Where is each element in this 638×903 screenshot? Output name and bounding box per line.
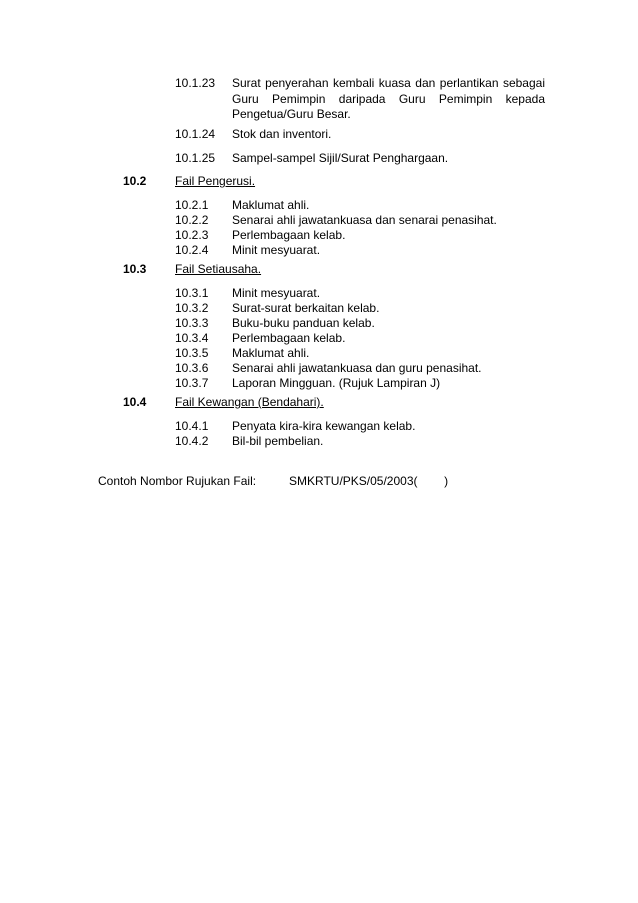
item-number: 10.2.4: [175, 243, 209, 257]
section-title: Fail Pengerusi.: [175, 174, 256, 188]
item-number: 10.1.23: [175, 76, 216, 90]
item-number: 10.3.7: [175, 376, 209, 390]
item-text-line: Pengetua/Guru Besar.: [232, 107, 351, 121]
item-text: Buku-buku panduan kelab.: [232, 316, 375, 330]
section-number: 10.3: [123, 262, 147, 276]
item-number: 10.3.2: [175, 301, 209, 315]
item-text: Bil-bil pembelian.: [232, 434, 324, 448]
item-text: Sampel-sampel Sijil/Surat Penghargaan.: [232, 151, 449, 165]
item-text: Surat-surat berkaitan kelab.: [232, 301, 380, 315]
item-number: 10.1.24: [175, 127, 216, 141]
item-number: 10.3.5: [175, 346, 209, 360]
item-number: 10.2.1: [175, 198, 209, 212]
item-number: 10.4.2: [175, 434, 209, 448]
section-number: 10.4: [123, 395, 147, 409]
item-text: Minit mesyuarat.: [232, 286, 321, 300]
item-text: Laporan Mingguan. (Rujuk Lampiran J): [232, 376, 441, 390]
item-number: 10.3.6: [175, 361, 209, 375]
item-number: 10.3.3: [175, 316, 209, 330]
item-text: Perlembagaan kelab.: [232, 228, 346, 242]
section-number: 10.2: [123, 174, 147, 188]
item-text: Maklumat ahli.: [232, 346, 310, 360]
item-number: 10.2.2: [175, 213, 209, 227]
item-text: Perlembagaan kelab.: [232, 331, 346, 345]
section-title: Fail Setiausaha.: [175, 262, 262, 276]
item-text-line: Surat penyerahan kembali kuasa dan perlantikan sebagai: [232, 76, 545, 90]
item-text-line: Guru Pemimpin daripada Guru Pemimpin kepada: [232, 91, 545, 106]
item-number: 10.4.1: [175, 419, 209, 433]
item-text: Senarai ahli jawatankuasa dan guru penasihat.: [232, 361, 482, 375]
item-number: 10.1.25: [175, 151, 216, 165]
file-reference-value: SMKRTU/PKS/05/2003( ): [289, 474, 449, 488]
item-number: 10.3.1: [175, 286, 209, 300]
item-text: [232, 76, 545, 123]
item-text: Minit mesyuarat.: [232, 243, 321, 257]
file-reference-label: Contoh Nombor Rujukan Fail:: [98, 474, 257, 488]
item-text: Maklumat ahli.: [232, 198, 310, 212]
item-text: Stok dan inventori.: [232, 127, 332, 141]
item-number: 10.2.3: [175, 228, 209, 242]
item-text: Penyata kira-kira kewangan kelab.: [232, 419, 416, 433]
item-number: 10.3.4: [175, 331, 209, 345]
section-title: Fail Kewangan (Bendahari).: [175, 395, 324, 409]
item-text: Senarai ahli jawatankuasa dan senarai penasihat.: [232, 213, 497, 227]
